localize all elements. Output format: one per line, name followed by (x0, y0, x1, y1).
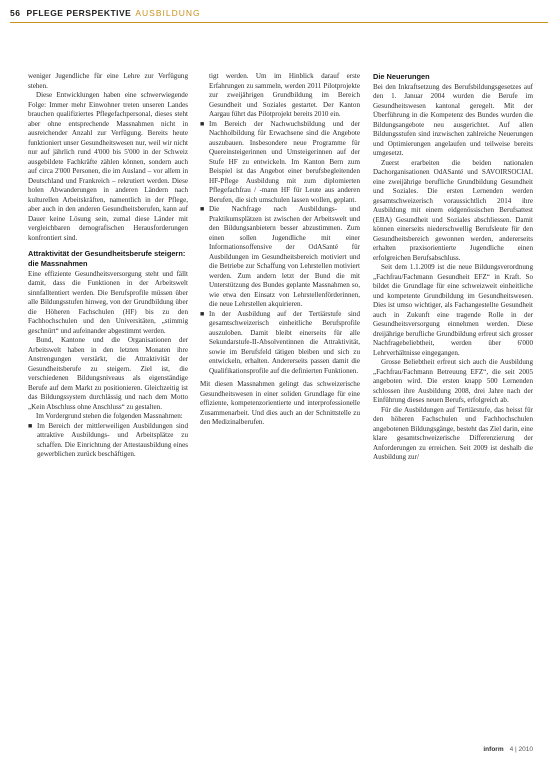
issue-number: 4 | 2010 (509, 746, 533, 753)
text-column-3 (373, 72, 533, 463)
bullet-icon: ■ (200, 309, 205, 318)
text-column-1 (28, 72, 188, 460)
page-number: 56 (10, 8, 21, 18)
section-title: PFLEGE PERSPEKTIVE (26, 8, 132, 18)
page-header (10, 6, 201, 20)
bullet-item (28, 422, 188, 460)
bullet-text: Im Bereich der Nachwuchsbildung und der Nachholbildung für Erwachsene sind die Angebote auszubauen. Insbesondere neue Programme für Quereinsteigerinnen und Umsteigerinnen auf der Stufe HF zu entwickeln. Im Kanton Bern zum Beispiel ist das Angebot einer berufsbegleitenden HF-Pflege Ausbildung mit zum diplomierten Pflegefachfrau / -mann HF für Leute aus anderen Berufen, die sich umschulen lassen wollen, geplant. (209, 119, 360, 204)
bullet-item (200, 310, 360, 377)
bullet-item (200, 205, 360, 310)
paragraph: Seit dem 1.1.2009 ist die neue Bildungsverordnung „Fachfrau/Fachmann Gesundheit EFZ“ in Kraft. So bildet die Grundlage für eine schweizweit einheitliche und kompetente Grundbildung im Gesundheitswesen. Dies ist umso wichtiger, als Fachangestellte Gesundheit auch in Zukunft eine tragende Rolle in der Gesundheitsversorgung einnehmen werden. Diese dreijährige berufliche Grundbildung erfreut sich grosser Nachfragebeliebtheit, werden über 6'000 Lehrverhältnisse eingegangen. (373, 263, 533, 357)
bullet-icon: ■ (28, 421, 33, 430)
magazine-name: inform (483, 746, 504, 753)
bullet-text: Die Nachfrage nach Ausbildungs- und Praktikumsplätzen ist zwischen der Arbeitswelt und den Bildungsanbietern besser abzustimmen. Zum einen sollen Jugendliche mit einer Informationsoffensive der OdASanté für Ausbildungen im Gesundheitsbereich motiviert und die Betriebe zur Schaffung von Lehrstellen motiviert werden. Zum andern letzt der Bund die mit Unterstützung des Bundes geplante Massnahmen so, wie etwa den Einsatz von Lehrstellenförderinnen, die neue Lehrstellen akquirieren. (209, 205, 360, 308)
paragraph: Mit diesen Massnahmen gelingt das schweizerische Gesundheitswesen in einer soliden Grundlage für eine effiziente, kompetenzorientierte und interprofessionelle Zusammenarbeit. Und dies auch an der Schnittstelle zu den Medizinalberufen. (200, 380, 360, 426)
bullet-text: Im Bereich der mittlerweiligen Ausbildungen sind attraktive Ausbildungs- und Arbeitsplätze zu schaffen. Die Einrichtung der Attestausbildung eines gewerblichen zurück beschäftigen. (37, 421, 188, 459)
header-rule (10, 22, 548, 23)
section-subtitle: AUSBILDUNG (135, 8, 201, 18)
paragraph: Im Vordergrund stehen die folgenden Massnahmen: (36, 412, 183, 421)
paragraph: Zuerst erarbeiten die beiden nationalen Dachorganisationen OdASanté und SAVOIRSOCIAL eine zweijährige berufliche Grundbildung Gesundheit und Soziales. Die ersten Lernenden werden gesamtschweizerisch voraussichtlich 2014 ihre Ausbildung mit einem eidgenössischen Berufsattest (EBA) Gesundheit und Soziales abschliessen. Damit können einerseits niederschwellig Berufsleute für den Gesundheitsbereich gewonnen werden, andererseits erhalten praxisorientierte Jugendliche einen erfolgreichen Berufsabschluss. (373, 158, 533, 262)
page-footer (483, 746, 533, 753)
section-heading: Attraktivität der Gesundheitsberufe steigern: die Massnahmen (28, 249, 186, 268)
bullet-text: In der Ausbildung auf der Tertiärstufe sind gesamtschweizerisch einheitliche Berufsprofile auszuloben. Damit bleibt einerseits für alle Sekundarstufe-II-Absolventinnen die Attraktivität, sowie im Berufsfeld tätigen bleiben und sich zu entwickeln, erhalten. Andererseits passen damit die Qualifikationsprofile auf die definierten Funktionen. (209, 309, 360, 375)
paragraph: Bund, Kantone und die Organisationen der Arbeitswelt haben in den letzten Monaten ihre Anstrengungen verstärkt, die Attraktivität der Gesundheitsberufe zu steigern. Ziel ist, die verschiedenen Bildungsniveaus als eigenständige Berufe auf dem Markt zu positionieren. Gleichzeitig ist das Bildungssystem durchlässig und nach dem Motto „Kein Abschluss ohne Anschluss“ zu gestalten. (28, 336, 188, 411)
bullet-item (200, 120, 360, 206)
paragraph: Diese Entwicklungen haben eine schwerwiegende Folge: Immer mehr Einwohner treten unseren Landes brauchen qualifiziertes Pflegefachpersonal, dieses steht aber ohne entsprechende Massnahmen nicht in ausreichender Anzahl zur Verfügung. Bereits heute funktioniert unser Gesundheitswesen nur, weil wir nicht nur auf jährlich rund 4'000 bis 5'000 in der Schweiz ausgebildete Fachkräfte zählen können, sondern auch auf circa 2'000 Personen, die im Ausland – vor allem in Deutschland und Frankreich – rekrutiert werden. Diese holen Abwanderungen in anderen Ländern nach kulturellen Arbeitskräften, namentlich in der Pflege, aber auch in den anderen Gesundheitsberufen, kann auf Dauer keine Lösung sein, zumal diese Länder mit vergleichbaren demografischen Herausforderungen konfrontiert sind. (28, 91, 188, 242)
paragraph: Eine effiziente Gesundheitsversorgung steht und fällt damit, dass die Funktionen in der Arbeitswelt sinnfalltentiert werden. Die Berufsprofile müssen über alle Bildungsstufen hinweg, von der Grundbildung über die Höheren Fachschulen (HF) bis zu den Fachhochschulen und den Universitäten, „stimmig geschnürt“ und aufeinander abgestimmt werden. (28, 269, 188, 335)
paragraph: Grosse Beliebtheit erfreut sich auch die Ausbildung „Fachfrau/Fachmann Betreuung EFZ“, die seit 2005 angeboten wird. Die ersten knapp 500 Lernenden schlossen ihre Ausbildung 2008, drei Jahre nach der Einführung dieses neuen Berufs, erfolgreich ab. (373, 358, 533, 405)
paragraph: tigt werden. Um im Hinblick darauf erste Erfahrungen zu sammeln, werden 2011 Pilotprojekte zur zweijährigen Grundbildung im Bereich Gesundheit und Soziales gestartet. Der Kanton Aargau führt das Pilotprojekt bereits 2010 ein. (209, 72, 360, 118)
paragraph: Für die Ausbildungen auf Tertiärstufe, das heisst für den höheren Fachschulen und Fachhochschulen angebotenen Bildungsgänge, besteht das Ziel darin, eine klare gesamtschweizerische Differenzierung der Anforderungen zu erreichen. Seit 2009 ist deshalb die Ausbildung zur/ (373, 405, 533, 462)
paragraph: weniger Jugendliche für eine Lehre zur Verfügung stehen. (28, 72, 188, 90)
bullet-icon: ■ (200, 119, 205, 128)
paragraph: Bei den Inkraftsetzung des Berufsbildungsgesetzes auf den 1. Januar 2004 wurden die Berufe im Gesundheitswesen kantonal geregelt. Mit der Überführung in die Kompetenz des Bundes wurden die Bildungsangebote neu ausgerichtet. Auf allen Bildungsstufen sind inzwischen zahlreiche Neuerungen und Optimierungen angelaufen und teilweise bereits umgesetzt. (373, 82, 533, 158)
bullet-icon: ■ (200, 205, 205, 213)
text-column-2 (200, 72, 360, 428)
section-heading: Die Neuerungen (373, 72, 430, 81)
